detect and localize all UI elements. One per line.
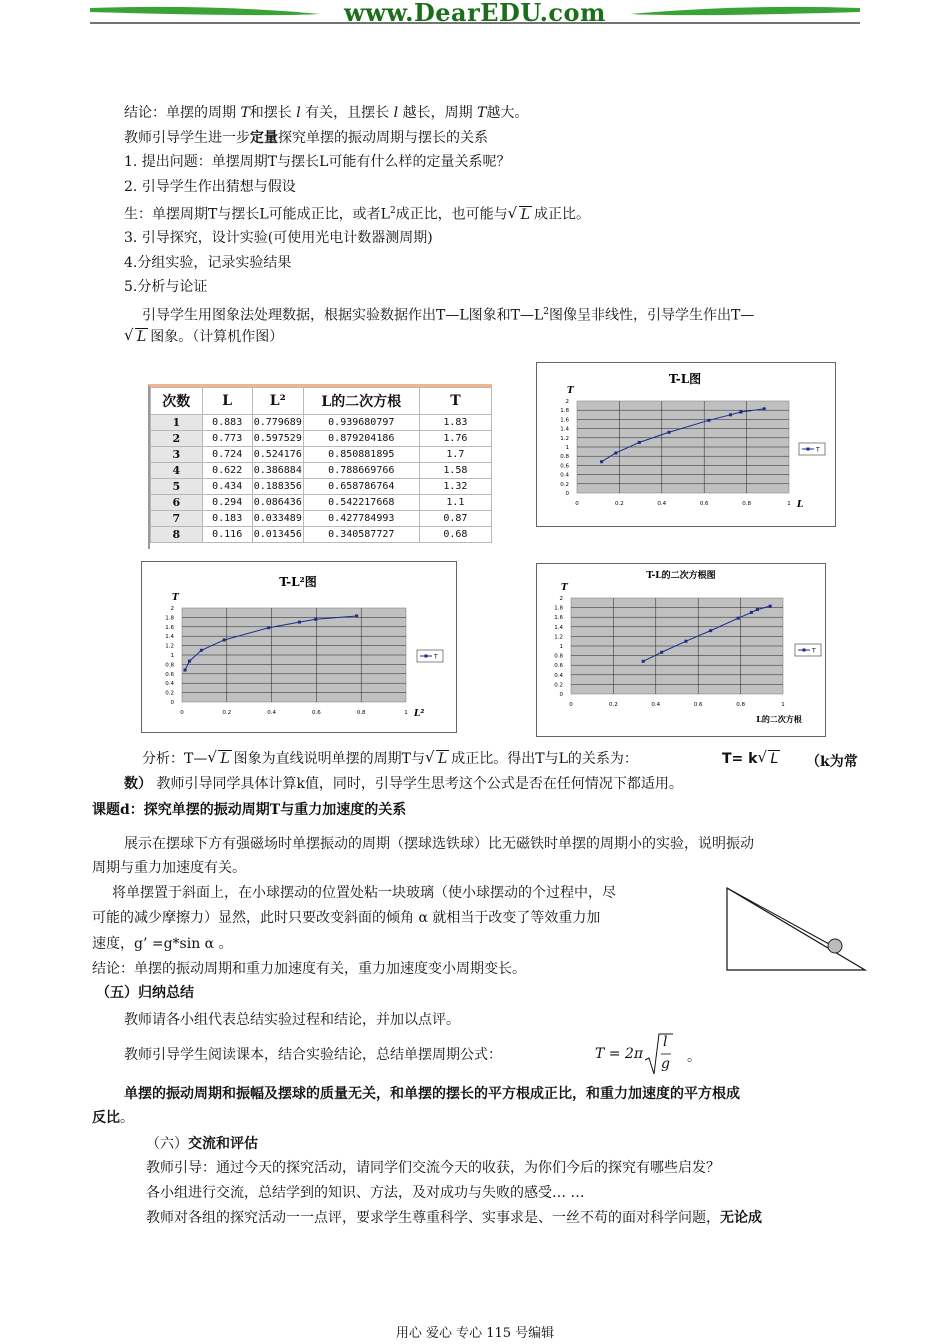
step-5: 5.分析与论证 <box>124 279 208 295</box>
row-index-cell: 5 <box>151 479 203 495</box>
analysis-line-2: 数） 教师引导同学具体计算k值，同时，引导学生思考这个公式是否在任何情况下都适用。 <box>124 776 683 792</box>
y-tick-label: 1.8 <box>165 615 174 622</box>
table-cell: 0.87 <box>419 511 491 527</box>
chart-t-l <box>536 362 836 527</box>
data-point <box>769 605 772 608</box>
sqrt-symbol: √ L <box>510 205 532 225</box>
table-cell: 0.386884 <box>252 463 303 479</box>
conclusion-line: 结论：单摆的周期 T和摆长 l 有关，且摆长 l 越长，周期 T越大。 <box>124 105 529 121</box>
y-tick-label: 0.8 <box>165 662 174 669</box>
table-header: T <box>419 388 491 415</box>
table-cell: 0.294 <box>202 495 252 511</box>
data-point <box>638 441 641 444</box>
para1-line1: 展示在摆球下方有强磁场时单摆振动的周期（摆球选铁球）比无磁铁时单摆的周期小的实验，说明振动 <box>124 836 754 852</box>
legend-label: T <box>812 647 816 655</box>
data-point <box>298 621 301 624</box>
x-axis-label: L的二次方根 <box>756 714 802 724</box>
sqrt-symbol: √ L <box>759 749 780 769</box>
data-point <box>223 638 226 641</box>
data-point <box>600 460 603 463</box>
y-tick-label: 2 <box>565 399 569 405</box>
table-row <box>151 415 492 431</box>
legend-marker <box>803 649 806 652</box>
y-tick-label: 0.2 <box>165 690 174 697</box>
x-tick-label: 0 <box>575 501 579 507</box>
table-cell: 0.773 <box>202 431 252 447</box>
y-axis-label: T <box>561 583 568 593</box>
table-row <box>151 527 492 543</box>
table-header: L的二次方根 <box>303 388 419 415</box>
table-cell: 0.724 <box>202 447 252 463</box>
x-tick-label: 0.6 <box>699 501 709 507</box>
s5-line1: 教师请各小组代表总结实验过程和结论，并加以点评。 <box>124 1012 460 1028</box>
y-tick-label: 2 <box>170 606 174 612</box>
data-point <box>729 413 732 416</box>
y-tick-label: 1.6 <box>560 417 569 424</box>
y-tick-label: 1.8 <box>560 408 569 415</box>
x-tick-label: 1 <box>787 501 791 507</box>
legend-marker <box>807 448 810 451</box>
table-cell: 1.32 <box>419 479 491 495</box>
y-tick-label: 1.4 <box>165 634 174 641</box>
x-tick-label: 0.8 <box>356 710 366 716</box>
y-tick-label: 0 <box>170 700 174 706</box>
incline-diagram <box>725 886 867 972</box>
y-tick-label: 1 <box>170 653 174 659</box>
x-tick-label: 0.8 <box>742 501 751 507</box>
table-cell: 0.086436 <box>252 495 303 511</box>
y-tick-label: 0.2 <box>560 481 569 488</box>
y-tick-label: 1.4 <box>554 624 563 631</box>
chart-title: T-L的二次方根图 <box>646 571 716 581</box>
data-point <box>660 651 663 654</box>
y-tick-label: 0.6 <box>560 463 569 470</box>
x-tick-label: 0.4 <box>651 702 661 708</box>
x-tick-label: 0 <box>180 710 184 716</box>
data-point <box>668 431 671 434</box>
data-point <box>267 626 270 629</box>
y-tick-label: 1.2 <box>560 435 569 442</box>
table-cell: 0.597529 <box>252 431 303 447</box>
data-point <box>737 617 740 620</box>
x-tick-label: 0.4 <box>267 710 276 716</box>
y-tick-label: 2 <box>559 596 563 602</box>
data-point <box>756 608 759 611</box>
x-tick-label: 0.4 <box>657 501 667 507</box>
data-point <box>739 411 742 414</box>
y-tick-label: 1.6 <box>165 624 174 631</box>
table-cell: 0.779689 <box>252 415 303 431</box>
data-point <box>184 669 187 672</box>
row-index-cell: 2 <box>151 431 203 447</box>
y-tick-label: 0.4 <box>554 672 563 679</box>
data-point <box>750 611 753 614</box>
conclusion-gravity: 结论：单摆的振动周期和重力加速度有关，重力加速度变小周期变长。 <box>92 961 526 977</box>
data-table <box>150 387 492 543</box>
y-axis-label: T <box>567 386 574 396</box>
table-cell: 0.524176 <box>252 447 303 463</box>
y-tick-label: 0.4 <box>165 681 174 688</box>
legend-marker <box>425 655 428 658</box>
y-tick-label: 1.2 <box>554 634 563 641</box>
page-header <box>90 0 860 30</box>
k-constant-note: （k为常 <box>806 754 858 770</box>
table-cell: 1.76 <box>419 431 491 447</box>
para2-line2: 可能的减少摩擦力）显然，此时只要改变斜面的倾角 α 就相当于改变了等效重力加 <box>92 910 601 926</box>
table-header: L <box>202 388 252 415</box>
row-index-cell: 6 <box>151 495 203 511</box>
table-cell: 0.340587727 <box>303 527 419 543</box>
data-table-wrap <box>148 384 492 549</box>
x-tick-label: 0.2 <box>609 702 618 708</box>
x-tick-label: 1 <box>781 702 785 708</box>
table-cell: 1.83 <box>419 415 491 431</box>
s5-line2: 教师引导学生阅读课本，结合实验结论，总结单摆周期公式： <box>124 1047 502 1063</box>
legend-label: T <box>434 653 438 661</box>
x-axis-label: L <box>797 500 804 510</box>
y-tick-label: 1 <box>559 644 563 650</box>
y-tick-label: 0.8 <box>554 653 563 660</box>
chart-title: T-L²图 <box>279 575 317 589</box>
s6-line1: 教师引导：通过今天的探究活动，请同学们交流今天的收获，为你们今后的探究有哪些启发？ <box>146 1160 720 1176</box>
analysis-intro-cont: √ L 图象。（计算机作图） <box>124 327 283 347</box>
para1-line2: 周期与重力加速度有关。 <box>92 860 246 876</box>
y-tick-label: 0.6 <box>554 663 563 670</box>
data-point <box>763 407 766 410</box>
chart-t-sqrtl <box>536 563 826 737</box>
x-tick-label: 0.2 <box>615 501 624 507</box>
row-index-cell: 8 <box>151 527 203 543</box>
row-index-cell: 7 <box>151 511 203 527</box>
x-tick-label: 0.6 <box>312 710 321 716</box>
table-cell: 0.879204186 <box>303 431 419 447</box>
site-logo-text[interactable]: www.DearEDU.com <box>344 0 606 27</box>
data-point <box>200 649 203 652</box>
section-6-heading: （六）交流和评估 <box>146 1136 258 1152</box>
step-2: 2. 引导学生作出猜想与假设 <box>124 179 296 195</box>
data-point <box>614 451 617 454</box>
table-cell: 0.033489 <box>252 511 303 527</box>
row-index-cell: 3 <box>151 447 203 463</box>
table-cell: 0.116 <box>202 527 252 543</box>
data-point <box>642 660 645 663</box>
table-cell: 0.658786764 <box>303 479 419 495</box>
y-tick-label: 1.8 <box>554 605 563 612</box>
y-tick-label: 0 <box>559 692 563 698</box>
table-cell: 0.883 <box>202 415 252 431</box>
table-cell: 0.183 <box>202 511 252 527</box>
table-cell: 0.788669766 <box>303 463 419 479</box>
x-tick-label: 0.2 <box>222 710 232 716</box>
table-row <box>151 479 492 495</box>
s5-bold-conclusion-b: 反比。 <box>92 1110 134 1126</box>
x-tick-label: 0.6 <box>693 702 703 708</box>
data-point <box>684 640 687 643</box>
x-tick-label: 0.8 <box>736 702 745 708</box>
y-tick-label: 1.2 <box>165 643 174 650</box>
legend-label: T <box>816 446 820 454</box>
table-header: L² <box>252 388 303 415</box>
x-tick-label: 0 <box>569 702 573 708</box>
data-point <box>314 618 317 621</box>
table-header: 次数 <box>151 388 203 415</box>
table-cell: 0.427784993 <box>303 511 419 527</box>
table-cell: 0.850881895 <box>303 447 419 463</box>
table-cell: 1.1 <box>419 495 491 511</box>
table-cell: 0.013456 <box>252 527 303 543</box>
y-axis-label: T <box>172 593 179 603</box>
row-index-cell: 1 <box>151 415 203 431</box>
step-3: 3. 引导探究，设计实验(可使用光电计数器测周期) <box>124 230 433 246</box>
table-cell: 0.188356 <box>252 479 303 495</box>
table-cell: 0.939680797 <box>303 415 419 431</box>
y-tick-label: 1 <box>565 445 569 451</box>
data-point <box>709 629 712 632</box>
table-row <box>151 447 492 463</box>
teacher-guide-line: 教师引导学生进一步定量探究单摆的振动周期与摆长的关系 <box>124 130 488 146</box>
table-cell: 0.622 <box>202 463 252 479</box>
formula-t-k: T= k√ L <box>722 749 782 769</box>
y-tick-label: 0.2 <box>554 682 563 689</box>
y-tick-label: 1.6 <box>554 615 563 622</box>
chart-t-l2 <box>141 561 457 733</box>
student-hypothesis: 生：单摆周期T与摆长L可能成正比，或者$L^2$成正比，也可能与√ L 成正比。 <box>124 201 590 225</box>
row-index-cell: 4 <box>151 463 203 479</box>
step-4: 4.分组实验，记录实验结果 <box>124 255 292 271</box>
y-tick-label: 1.4 <box>560 426 569 433</box>
data-point <box>707 419 710 422</box>
y-tick-label: 0.4 <box>560 472 569 479</box>
chart-title: T-L图 <box>668 372 702 386</box>
s6-line2: 各小组进行交流，总结学到的知识、方法，及对成功与失败的感受… … <box>146 1185 585 1201</box>
x-axis-label: L² <box>414 709 425 719</box>
s5-bold-conclusion-a: 单摆的振动周期和振幅及摆球的质量无关，和单摆的摆长的平方根成正比，和重力加速度的平方根成 <box>124 1086 740 1102</box>
table-cell: 1.7 <box>419 447 491 463</box>
sqrt-symbol: √ L <box>209 749 231 769</box>
page-footer: 用心 爱心 专心 115 号编辑 <box>395 1326 555 1341</box>
data-point <box>355 614 358 617</box>
sqrt-symbol: √ L <box>427 749 449 769</box>
table-cell: 0.68 <box>419 527 491 543</box>
para2-line3: 速度，g’ =g*sin α 。 <box>92 936 233 952</box>
s6-line3: 教师对各组的探究活动一一点评，要求学生尊重科学、实事求是、一丝不苟的面对科学问题，无论成 <box>146 1210 762 1226</box>
analysis-intro: 引导学生用图象法处理数据，根据实验数据作出T—L图象和$T—L^2$图像呈非线性，引导学生作出T— <box>142 307 755 324</box>
y-tick-label: 0 <box>565 491 569 497</box>
data-point <box>188 660 191 663</box>
table-row <box>151 431 492 447</box>
sqrt-symbol: √ L <box>126 327 148 347</box>
y-tick-label: 0.6 <box>165 671 174 678</box>
table-row <box>151 495 492 511</box>
table-cell: 0.434 <box>202 479 252 495</box>
table-row <box>151 511 492 527</box>
y-tick-label: 0.8 <box>560 454 569 461</box>
section-5-heading: （五）归纳总结 <box>96 985 194 1001</box>
x-tick-label: 1 <box>404 710 408 716</box>
para2-line1: 将单摆置于斜面上，在小球摆动的位置处粘一块玻璃（使小球摆动的个过程中，尽 <box>112 885 616 901</box>
table-cell: 1.58 <box>419 463 491 479</box>
analysis-line: 分析：T—√ L 图象为直线说明单摆的周期T与√ L 成正比。得出T与L的关系为： <box>142 749 638 769</box>
table-row <box>151 463 492 479</box>
step-1: 1. 提出问题：单摆周期T与摆长L可能有什么样的定量关系呢？ <box>124 154 511 170</box>
topic-d-heading: 课题d：探究单摆的振动周期T与重力加速度的关系 <box>92 802 407 818</box>
table-cell: 0.542217668 <box>303 495 419 511</box>
